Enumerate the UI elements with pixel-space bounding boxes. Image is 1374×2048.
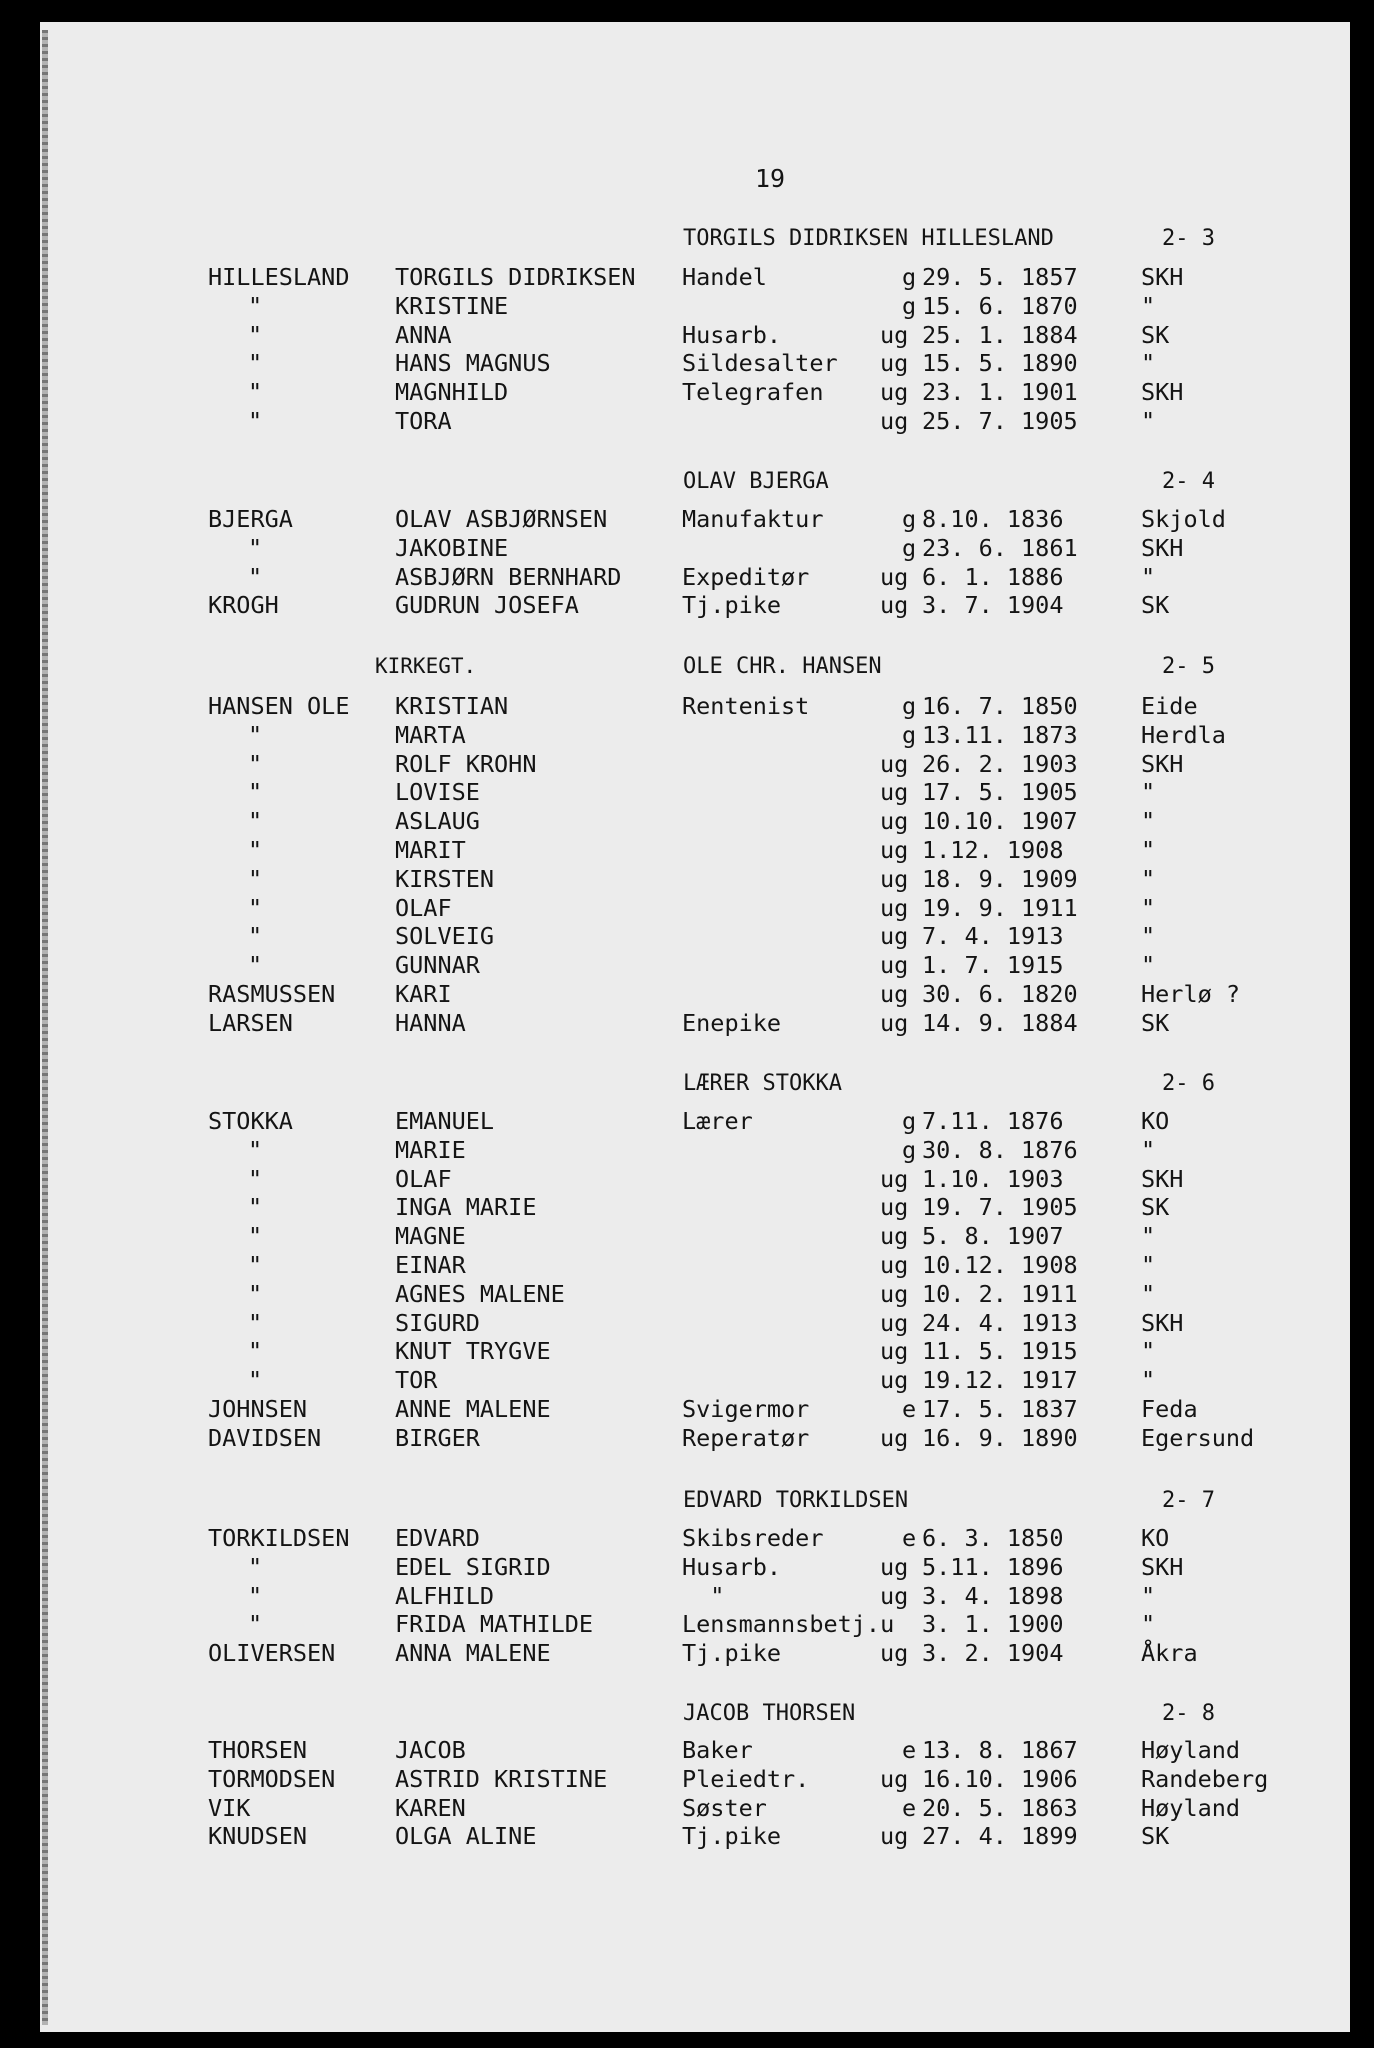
person-birthplace: SKH [1141,749,1184,778]
person-given-name: OLGA ALINE [395,1822,537,1851]
person-marital-status: ug [880,749,909,778]
person-marital-status: g [902,533,917,562]
person-surname: " [248,1222,263,1251]
person-birth-date: 15. 5. 1890 [922,349,1078,378]
person-surname: KNUDSEN [208,1822,308,1851]
person-occupation: Søster [682,1793,767,1822]
person-marital-status: ug [880,378,909,407]
person-marital-status: ug [880,864,909,893]
person-surname: " [248,807,263,836]
person-given-name: ALFHILD [395,1581,495,1610]
person-birth-date: 1.10. 1903 [922,1164,1064,1193]
person-birthplace: " [1141,922,1156,951]
person-marital-status: ug [880,1552,909,1581]
person-birth-date: 1. 7. 1915 [922,951,1064,980]
person-marital-status: e [902,1524,917,1552]
person-birth-date: 30. 6. 1820 [922,980,1078,1008]
person-occupation: Enepike [682,1008,782,1037]
person-surname: " [248,320,263,349]
person-birth-date: 11. 5. 1915 [922,1337,1078,1366]
person-surname: " [248,562,263,591]
person-given-name: ANNA MALENE [395,1639,551,1668]
person-given-name: JAKOBINE [395,533,509,562]
person-birthplace: Herdla [1141,720,1226,749]
person-birth-date: 26. 2. 1903 [922,749,1078,778]
person-marital-status: ug [880,1222,909,1251]
person-given-name: KRISTIAN [395,692,509,720]
person-birthplace: SKH [1141,1308,1184,1337]
person-given-name: INGA MARIE [395,1193,537,1222]
person-given-name: KRISTINE [395,291,509,320]
person-birthplace: SKH [1141,378,1184,407]
household-code: 2- 8 [1162,1701,1215,1726]
person-occupation: Tj.pike [682,591,782,620]
person-birthplace: " [1141,349,1156,378]
person-birth-date: 13.11. 1873 [922,720,1078,749]
person-surname: " [248,864,263,893]
person-birth-date: 29. 5. 1857 [922,263,1078,291]
person-marital-status: e [902,1395,917,1423]
person-birthplace: " [1141,562,1156,591]
person-given-name: LOVISE [395,778,480,807]
person-birthplace: SK [1141,1193,1170,1222]
household-header: EDVARD TORKILDSEN [683,1488,909,1513]
person-given-name: JACOB [395,1736,466,1764]
household-code: 2- 5 [1162,654,1215,679]
household-code: 2- 6 [1162,1071,1215,1096]
person-given-name: EDVARD [395,1524,480,1552]
street-note: KIRKEGT. [375,654,477,678]
person-occupation: Manufaktur [682,505,824,533]
household-header: LÆRER STOKKA [683,1071,842,1096]
person-birthplace: " [1141,1222,1156,1251]
person-birth-date: 3. 1. 1900 [922,1610,1064,1639]
person-marital-status: ug [880,1366,909,1395]
person-birth-date: 10. 2. 1911 [922,1279,1078,1308]
person-occupation: Tj.pike [682,1822,782,1851]
person-occupation: Reperatør [682,1423,810,1452]
person-birth-date: 17. 5. 1905 [922,778,1078,807]
person-birth-date: 25. 1. 1884 [922,320,1078,349]
person-birthplace: " [1141,1610,1156,1639]
person-surname: HANSEN OLE [208,692,350,720]
person-given-name: SIGURD [395,1308,480,1337]
person-surname: " [248,778,263,807]
person-birthplace: " [1141,951,1156,980]
person-birth-date: 13. 8. 1867 [922,1736,1078,1764]
person-surname: " [248,533,263,562]
person-birthplace: " [1141,1366,1156,1395]
page-number: 19 [755,164,786,193]
person-given-name: BIRGER [395,1423,480,1452]
person-occupation: Telegrafen [682,378,824,407]
person-marital-status: g [902,692,917,720]
person-occupation: Handel [682,263,767,291]
person-surname: TORKILDSEN [208,1524,350,1552]
person-birthplace: " [1141,864,1156,893]
person-given-name: MAGNHILD [395,378,509,407]
person-marital-status: ug [880,980,909,1008]
person-marital-status: g [902,1135,917,1164]
person-surname: " [248,893,263,922]
person-surname: DAVIDSEN [208,1423,322,1452]
person-marital-status: ug [880,1423,909,1452]
person-birth-date: 14. 9. 1884 [922,1008,1078,1037]
person-birthplace: Egersund [1141,1423,1255,1452]
person-marital-status: ug [880,1308,909,1337]
person-birth-date: 16. 7. 1850 [922,692,1078,720]
person-occupation: Lærer [682,1107,753,1135]
person-given-name: TORA [395,407,452,435]
person-surname: " [248,1610,263,1639]
person-marital-status: ug [880,922,909,951]
person-given-name: OLAV ASBJØRNSEN [395,505,608,533]
person-birthplace: SKH [1141,1164,1184,1193]
person-surname: " [248,1251,263,1279]
person-marital-status: e [902,1793,917,1822]
person-occupation: Husarb. [682,1552,782,1581]
person-occupation: Skibsreder [682,1524,824,1552]
person-marital-status: g [902,720,917,749]
person-birthplace: SK [1141,320,1170,349]
person-given-name: MARIE [395,1135,466,1164]
person-surname: VIK [208,1793,251,1822]
person-surname: JOHNSEN [208,1395,308,1423]
person-birth-date: 23. 6. 1861 [922,533,1078,562]
person-birthplace: SKH [1141,1552,1184,1581]
person-birthplace: " [1141,1337,1156,1366]
person-birthplace: " [1141,1581,1156,1610]
person-given-name: ANNE MALENE [395,1395,551,1423]
person-birth-date: 5.11. 1896 [922,1552,1064,1581]
person-birthplace: " [1141,291,1156,320]
person-birth-date: 16. 9. 1890 [922,1423,1078,1452]
person-birth-date: 7. 4. 1913 [922,922,1064,951]
person-given-name: OLAF [395,893,452,922]
person-surname: TORMODSEN [208,1764,336,1793]
person-marital-status: ug [880,778,909,807]
person-birthplace: " [1141,1279,1156,1308]
person-birthplace: " [1141,836,1156,864]
person-marital-status: ug [880,836,909,864]
person-occupation: Rentenist [682,692,810,720]
person-given-name: KIRSTEN [395,864,495,893]
person-given-name: KARI [395,980,452,1008]
person-surname: BJERGA [208,505,293,533]
person-birth-date: 10.12. 1908 [922,1251,1078,1279]
person-given-name: EDEL SIGRID [395,1552,551,1581]
household-code: 2- 4 [1162,469,1215,494]
person-given-name: EINAR [395,1251,466,1279]
person-given-name: GUNNAR [395,951,480,980]
person-birthplace: Åkra [1141,1639,1198,1668]
person-birthplace: " [1141,1135,1156,1164]
person-birthplace: " [1141,407,1156,435]
person-birth-date: 1.12. 1908 [922,836,1064,864]
person-birth-date: 23. 1. 1901 [922,378,1078,407]
person-birthplace: " [1141,893,1156,922]
person-birth-date: 27. 4. 1899 [922,1822,1078,1851]
person-surname: " [248,378,263,407]
person-birthplace: SKH [1141,533,1184,562]
person-marital-status: ug [880,1164,909,1193]
person-given-name: KAREN [395,1793,466,1822]
person-given-name: TORGILS DIDRIKSEN [395,263,636,291]
person-birthplace: " [1141,1251,1156,1279]
person-birthplace: SK [1141,1822,1170,1851]
person-occupation: Baker [682,1736,753,1764]
person-birthplace: SK [1141,1008,1170,1037]
person-given-name: GUDRUN JOSEFA [395,591,579,620]
person-surname: RASMUSSEN [208,980,336,1008]
person-birthplace: Skjold [1141,505,1226,533]
person-birthplace: Høyland [1141,1793,1241,1822]
household-header: OLE CHR. HANSEN [683,654,882,679]
person-marital-status: g [902,1107,917,1135]
person-birthplace: KO [1141,1107,1170,1135]
person-marital-status: ug [880,1581,909,1610]
person-marital-status: ug [880,1822,909,1851]
person-surname: " [248,720,263,749]
person-marital-status: ug [880,1279,909,1308]
person-surname: " [248,1366,263,1395]
person-given-name: OLAF [395,1164,452,1193]
person-birth-date: 16.10. 1906 [922,1764,1078,1793]
person-birthplace: Eide [1141,692,1198,720]
person-birth-date: 24. 4. 1913 [922,1308,1078,1337]
person-surname: " [248,1552,263,1581]
person-occupation: Lensmannsbetj.u [682,1610,895,1639]
person-birthplace: Høyland [1141,1736,1241,1764]
person-birthplace: " [1141,778,1156,807]
person-birthplace: Feda [1141,1395,1198,1423]
person-birth-date: 15. 6. 1870 [922,291,1078,320]
person-surname: THORSEN [208,1736,308,1764]
person-given-name: ASTRID KRISTINE [395,1764,608,1793]
person-birth-date: 5. 8. 1907 [922,1222,1064,1251]
person-given-name: FRIDA MATHILDE [395,1610,594,1639]
person-surname: " [248,1308,263,1337]
person-marital-status: g [902,291,917,320]
person-marital-status: ug [880,349,909,378]
person-marital-status: ug [880,1764,909,1793]
person-marital-status: ug [880,807,909,836]
person-birth-date: 30. 8. 1876 [922,1135,1078,1164]
person-surname: " [248,836,263,864]
person-marital-status: ug [880,893,909,922]
person-surname: " [248,291,263,320]
person-marital-status: ug [880,951,909,980]
person-surname: " [248,1337,263,1366]
person-birth-date: 3. 4. 1898 [922,1581,1064,1610]
person-birth-date: 17. 5. 1837 [922,1395,1078,1423]
person-birthplace: " [1141,807,1156,836]
binding-edge [42,30,48,2025]
person-surname: " [248,922,263,951]
person-birth-date: 18. 9. 1909 [922,864,1078,893]
person-birth-date: 6. 3. 1850 [922,1524,1064,1552]
person-given-name: ASLAUG [395,807,480,836]
person-birth-date: 19. 9. 1911 [922,893,1078,922]
person-given-name: ASBJØRN BERNHARD [395,562,622,591]
person-surname: " [248,1581,263,1610]
person-marital-status: ug [880,1251,909,1279]
person-birthplace: SK [1141,591,1170,620]
person-surname: " [248,407,263,435]
person-birth-date: 3. 7. 1904 [922,591,1064,620]
household-header: JACOB THORSEN [683,1701,856,1726]
person-given-name: EMANUEL [395,1107,495,1135]
person-marital-status: ug [880,1639,909,1668]
person-marital-status: ug [880,1008,909,1037]
person-surname: LARSEN [208,1008,293,1037]
person-marital-status: ug [880,562,909,591]
person-birth-date: 8.10. 1836 [922,505,1064,533]
person-given-name: HANNA [395,1008,466,1037]
person-surname: " [248,1193,263,1222]
person-surname: " [248,1164,263,1193]
person-given-name: AGNES MALENE [395,1279,565,1308]
person-surname: " [248,1135,263,1164]
household-header: OLAV BJERGA [683,469,829,494]
person-birth-date: 19.12. 1917 [922,1366,1078,1395]
person-birth-date: 20. 5. 1863 [922,1793,1078,1822]
person-occupation: Tj.pike [682,1639,782,1668]
person-given-name: ROLF KROHN [395,749,537,778]
person-given-name: MARIT [395,836,466,864]
household-code: 2- 3 [1162,226,1215,251]
person-given-name: HANS MAGNUS [395,349,551,378]
person-occupation: Pleiedtr. [682,1764,810,1793]
person-birthplace: KO [1141,1524,1170,1552]
person-birthplace: SKH [1141,263,1184,291]
person-given-name: ANNA [395,320,452,349]
person-surname: HILLESLAND [208,263,350,291]
person-surname: " [248,349,263,378]
person-given-name: MARTA [395,720,466,749]
person-given-name: KNUT TRYGVE [395,1337,551,1366]
person-occupation: Expeditør [682,562,810,591]
person-birthplace: Herlø ? [1141,980,1241,1008]
person-surname: " [248,951,263,980]
person-birth-date: 19. 7. 1905 [922,1193,1078,1222]
person-marital-status: ug [880,591,909,620]
person-marital-status: ug [880,320,909,349]
person-marital-status: ug [880,1193,909,1222]
person-surname: " [248,1279,263,1308]
person-occupation: Svigermor [682,1395,810,1423]
person-marital-status: ug [880,1337,909,1366]
person-marital-status: g [902,505,917,533]
person-surname: KROGH [208,591,279,620]
person-birth-date: 25. 7. 1905 [922,407,1078,435]
person-marital-status: g [902,263,917,291]
person-birth-date: 3. 2. 1904 [922,1639,1064,1668]
person-birth-date: 10.10. 1907 [922,807,1078,836]
person-birthplace: Randeberg [1141,1764,1269,1793]
person-occupation: " [682,1581,725,1610]
person-birth-date: 7.11. 1876 [922,1107,1064,1135]
household-code: 2- 7 [1162,1488,1215,1513]
person-surname: STOKKA [208,1107,293,1135]
person-occupation: Sildesalter [682,349,838,378]
person-given-name: MAGNE [395,1222,466,1251]
person-given-name: SOLVEIG [395,922,495,951]
household-header: TORGILS DIDRIKSEN HILLESLAND [683,226,1054,251]
person-birth-date: 6. 1. 1886 [922,562,1064,591]
person-surname: " [248,749,263,778]
person-given-name: TOR [395,1366,438,1395]
person-marital-status: ug [880,407,909,435]
person-marital-status: e [902,1736,917,1764]
person-occupation: Husarb. [682,320,782,349]
person-surname: OLIVERSEN [208,1639,336,1668]
